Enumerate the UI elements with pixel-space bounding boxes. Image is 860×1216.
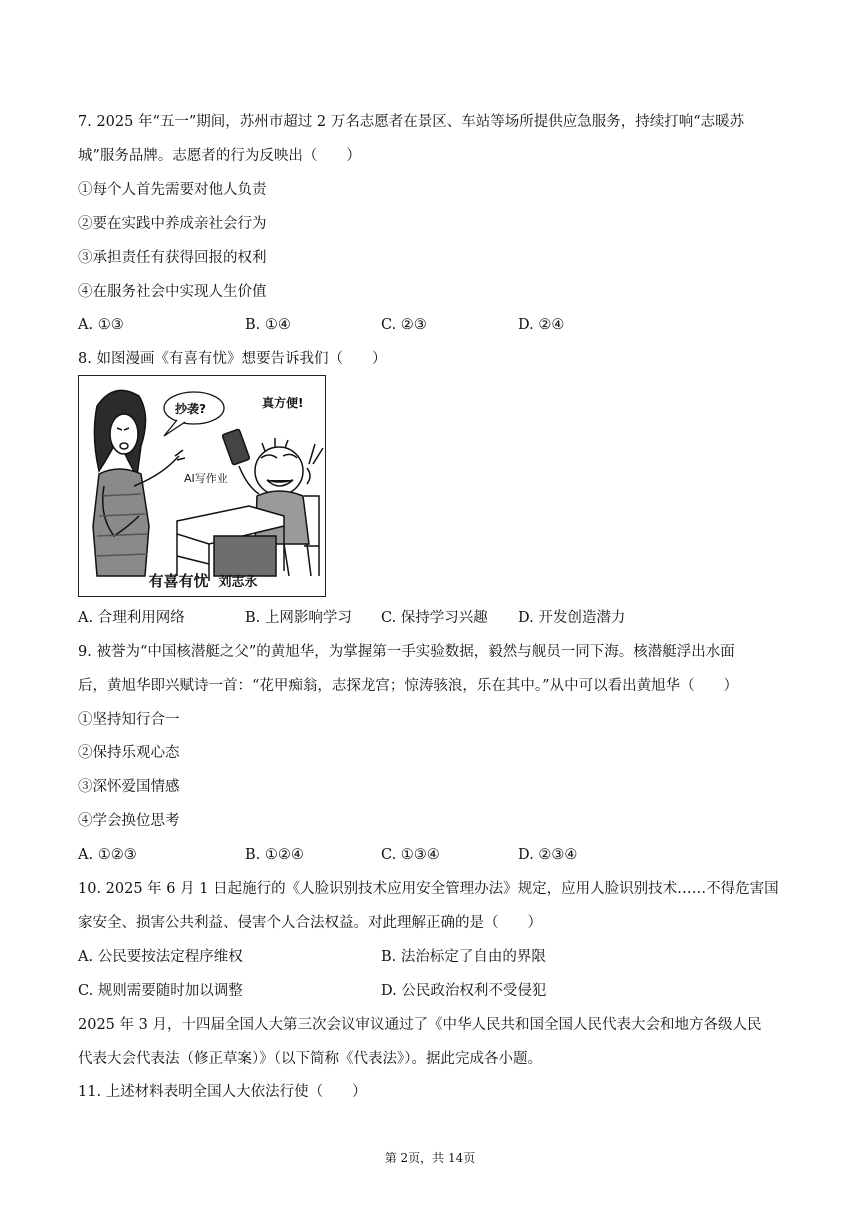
q7-option-a: A. ①③ [78,317,124,333]
q7-item-4: ④在服务社会中实现人生价值 [78,284,267,300]
q7-item-2: ②要在实践中养成亲社会行为 [78,216,267,232]
q7-item-3: ③承担责任有获得回报的权利 [78,250,267,266]
q7-option-c: C. ②③ [381,317,427,333]
q9-item-2: ②保持乐观心态 [78,745,180,761]
cartoon-caption [79,570,326,591]
q9-stem-line2: 后，黄旭华即兴赋诗一首：“花甲痴翁，志探龙宫；惊涛骇浪，乐在其中。”从中可以看出黄旭华（ ） [78,678,739,694]
q9-option-d: D. ②③④ [518,847,578,863]
cartoon-bubble-left: 抄袭? [175,402,206,416]
q7-stem-line2: 城”服务品牌。志愿者的行为反映出（ ） [78,148,361,164]
q9-option-a: A. ①②③ [78,847,137,863]
q7-stem-line1: 7. 2025 年“五一”期间，苏州市超过 2 万名志愿者在景区、车站等场所提供应急服务，持续打响“志暖苏 [78,114,745,130]
q8-option-a: A. 合理利用网络 [78,610,185,626]
q9-option-c: C. ①③④ [381,847,440,863]
q7-option-b: B. ①④ [245,317,291,333]
q8-option-c: C. 保持学习兴趣 [381,610,488,626]
q9-item-1: ①坚持知行合一 [78,712,180,728]
q8-stem: 8. 如图漫画《有喜有忧》想要告诉我们（ ） [78,351,387,367]
cartoon-device-label: AI写作业 [184,472,228,485]
q10-option-b: B. 法治标定了自由的界限 [381,949,546,965]
page-footer: 第 2页，共 14页 [384,1151,476,1165]
q9-option-b: B. ①②④ [245,847,304,863]
q8-cartoon-image [78,375,326,597]
q7-item-1: ①每个人首先需要对他人负责 [78,182,267,198]
q10-stem-line1: 10. 2025 年 6 月 1 日起施行的《人脸识别技术应用安全管理办法》规定，应用人脸识别技术……不得危害国 [78,881,779,897]
q8-option-d: D. 开发创造潜力 [518,610,626,626]
q8-option-b: B. 上网影响学习 [245,610,352,626]
cartoon-author: 刘志永 [218,575,258,590]
q9-stem-line1: 9. 被誉为“中国核潜艇之父”的黄旭华，为掌握第一手实验数据，毅然与舰员一同下海。核潜艇浮出水面 [78,644,735,660]
q7-option-d: D. ②④ [518,317,565,333]
q10-option-c: C. 规则需要随时加以调整 [78,983,243,999]
material-line1: 2025 年 3 月，十四届全国人大第三次会议审议通过了《中华人民共和国全国人民代表大会和地方各级人民 [78,1017,762,1033]
q11-stem: 11. 上述材料表明全国人大依法行使（ ） [78,1084,367,1100]
q10-option-d: D. 公民政治权利不受侵犯 [381,983,547,999]
cartoon-title: 有喜有忧 [148,572,209,590]
material-line2: 代表大会代表法（修正草案）》（以下简称《代表法》）。据此完成各小题。 [78,1051,542,1067]
q10-option-a: A. 公民要按法定程序维权 [78,949,243,965]
q9-item-4: ④学会换位思考 [78,813,180,829]
cartoon-bubble-right: 真方便! [262,396,304,410]
q9-item-3: ③深怀爱国情感 [78,779,180,795]
q10-stem-line2: 家安全、损害公共利益、侵害个人合法权益。对此理解正确的是（ ） [78,915,542,931]
